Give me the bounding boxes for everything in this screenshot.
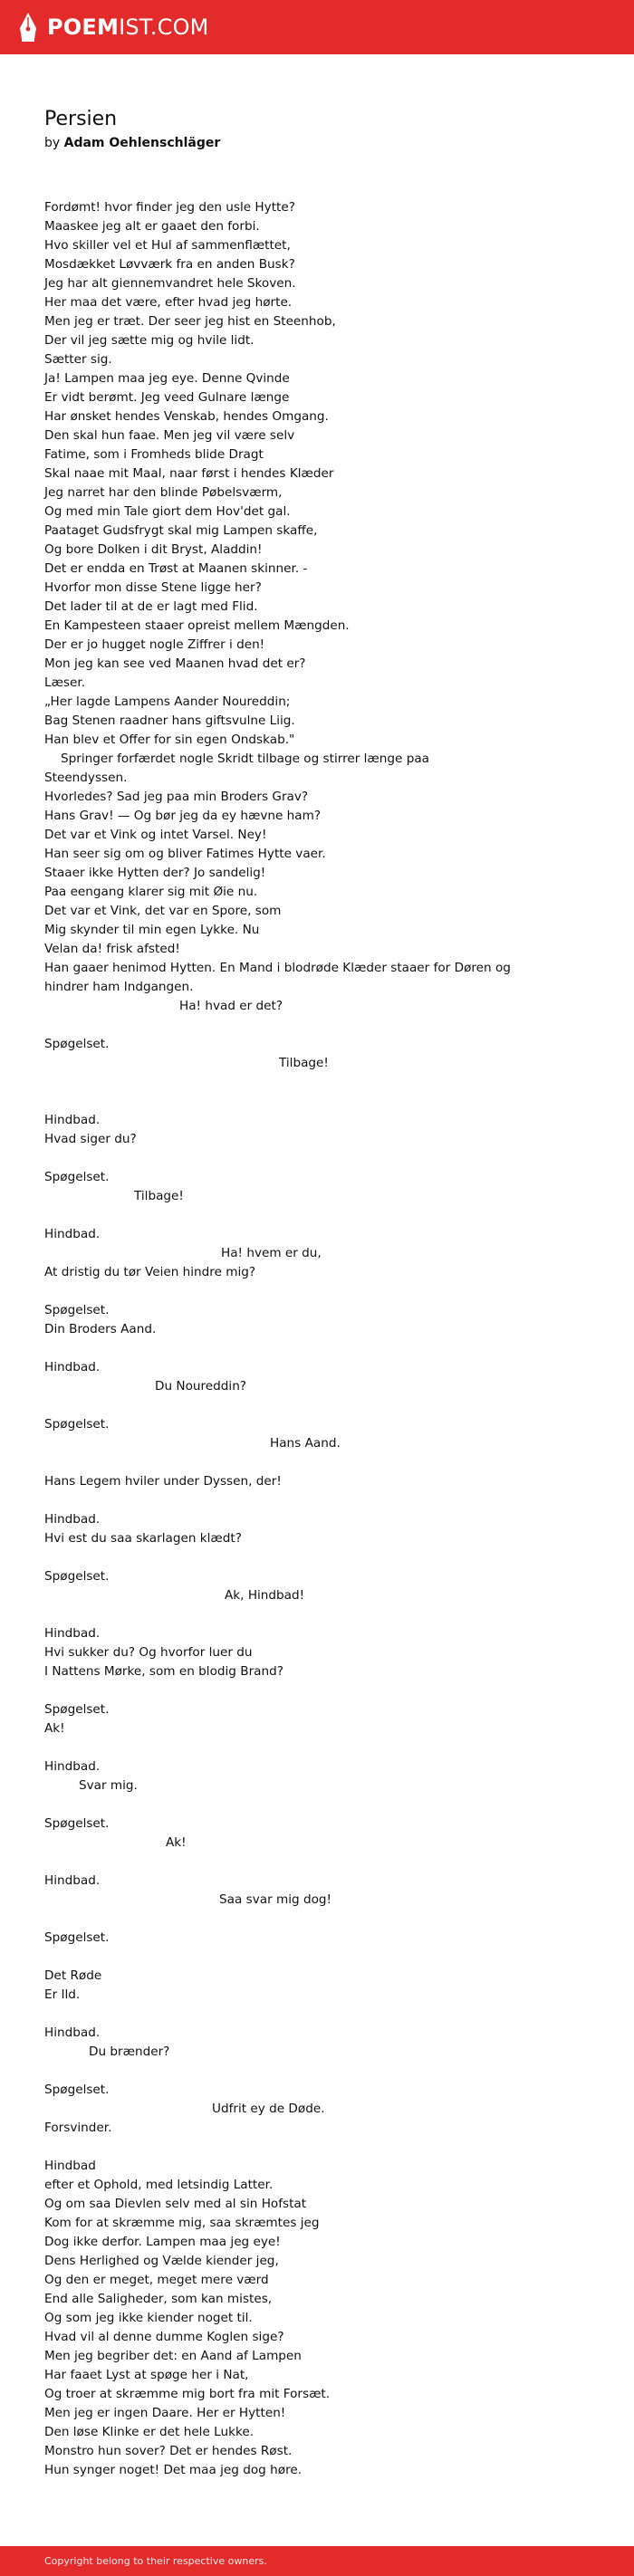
poem-line: Hindbad. [44, 2025, 101, 2040]
poem-line: Og troer at skræmme mig bort fra mit Forsæt. [44, 2387, 331, 2401]
poem-body [44, 198, 606, 2480]
stanza-gap [44, 1681, 606, 1700]
stanza-gap [44, 1073, 606, 1092]
poem-line: Hans Aand. [270, 1436, 341, 1451]
poem-line: Hvorfor mon disse Stene ligge her? [44, 580, 262, 595]
stanza-gap [44, 1796, 606, 1815]
site-header [0, 0, 634, 54]
poem-title: Persien [44, 108, 118, 130]
poem-line: Den skal hun faae. Men jeg vil være selv [44, 428, 295, 443]
poem-line: Hvad vil al denne dumme Koglen sige? [44, 2330, 284, 2344]
poem-line: Din Broders Aand. [44, 1322, 157, 1336]
poem-line: Fatime, som i Fromheds blide Dragt [44, 447, 264, 462]
poem-line: Du brænder? [89, 2045, 170, 2059]
poem-line: Ak! [166, 1835, 187, 1850]
stanza-gap [44, 1396, 606, 1415]
stanza-gap [44, 1853, 606, 1872]
poem-line: Det var et Vink og intet Varsel. Ney! [44, 828, 267, 842]
poem-line: hindrer ham Indgangen. [44, 980, 194, 994]
poem-line: Jeg har alt giennemvandret hele Skoven. [44, 276, 296, 291]
poem-line: Men jeg er ingen Daare. Her er Hytten! [44, 2406, 286, 2420]
logo-light-text: IST.COM [119, 14, 209, 40]
poem-line: Ha! hvem er du, [221, 1246, 322, 1260]
byline [44, 134, 220, 152]
poem-line: Læser. [44, 675, 86, 690]
poem-line: Kom for at skræmme mig, saa skræmtes jeg [44, 2216, 320, 2230]
poem-line: Dens Herlighed og Vælde kiender jeg, [44, 2254, 279, 2268]
poem-line: Har faaet Lyst at spøge her i Nat, [44, 2368, 249, 2382]
stanza-gap [44, 1491, 606, 1510]
poem-line: Spøgelset. [44, 1417, 110, 1432]
stanza-gap [44, 1206, 606, 1225]
poem-line: Hindbad. [44, 1360, 101, 1374]
site-logo[interactable] [47, 14, 209, 41]
poem-line: Du Noureddin? [155, 1379, 247, 1393]
poem-line: Steendyssen. [44, 771, 128, 785]
poem-line: Hvad siger du? [44, 1132, 137, 1146]
poem-line: Der er jo hugget nogle Ziffrer i den! [44, 637, 265, 652]
stanza-gap [44, 1339, 606, 1358]
poem-line: Monstro hun sover? Det er hendes Røst. [44, 2444, 293, 2458]
poem-line: Mosdækket Løvværk fra en anden Busk? [44, 257, 295, 272]
stanza-gap [44, 1738, 606, 1757]
poem-line: Og den er meget, meget mere værd [44, 2273, 269, 2287]
poem-line: Maaskee jeg alt er gaaet den forbi. [44, 219, 260, 234]
byline-prefix: by [44, 136, 61, 150]
poem-line: Mon jeg kan see ved Maanen hvad det er? [44, 656, 306, 671]
poem-line: Ja! Lampen maa jeg eye. Denne Qvinde [44, 371, 290, 386]
poem-line: Staaer ikke Hytten der? Jo sandelig! [44, 866, 266, 880]
stanza-gap [44, 1605, 606, 1624]
poem-line: Det var et Vink, det var en Spore, som [44, 904, 282, 918]
poem-line: Spøgelset. [44, 1702, 110, 1717]
poem-line: Den løse Klinke er det hele Lukke. [44, 2425, 255, 2439]
stanza-gap [44, 1149, 606, 1168]
poem-line: Hindbad. [44, 1873, 101, 1888]
poem-line: Udfrit ey de Døde. [212, 2102, 325, 2116]
poem-line: Har ønsket hendes Venskab, hendes Omgang. [44, 409, 329, 424]
poem-line: Men jeg er træt. Der seer jeg hist en Steenhob, [44, 314, 336, 329]
poem-line: Hindbad. [44, 1227, 101, 1241]
pen-nib-icon[interactable] [18, 12, 38, 43]
site-footer [0, 2546, 634, 2576]
poem-line: Han blev et Offer for sin egen Ondskab." [44, 733, 295, 747]
stanza-gap [44, 1910, 606, 1929]
poem-line: Det Røde [44, 1968, 102, 1983]
poem-line: Og med min Tale giort dem Hov'det gal. [44, 504, 291, 519]
stanza-gap [44, 1548, 606, 1567]
stanza-gap [44, 2062, 606, 2081]
poem-line: Tilbage! [279, 1056, 329, 1070]
poem-line: Bag Stenen raadner hans giftsvulne Liig. [44, 713, 295, 728]
poem-line: Der vil jeg sætte mig og hvile lidt. [44, 333, 255, 348]
poem-line: Spøgelset. [44, 1303, 110, 1317]
poem-line: Han gaaer henimod Hytten. En Mand i blodrøde Klæder staaer for Døren og [44, 961, 511, 975]
stanza-gap [44, 1948, 606, 1967]
poem-line: Og om saa Dievlen selv med al sin Hofstat [44, 2197, 307, 2211]
poem-line: Spøgelset. [44, 1930, 110, 1945]
poem-line: Hindbad. [44, 1512, 101, 1527]
poem-line: Hindbad. [44, 1113, 101, 1127]
poem-line: Saa svar mig dog! [219, 1892, 331, 1907]
poem-line: Hvi est du saa skarlagen klædt? [44, 1531, 242, 1546]
stanza-gap [44, 1453, 606, 1472]
poem-line: Spøgelset. [44, 2083, 110, 2097]
poem-line: Hvorledes? Sad jeg paa min Broders Grav? [44, 790, 309, 804]
poem-line: Det lader til at de er lagt med Flid. [44, 599, 258, 614]
poem-line: Dog ikke derfor. Lampen maa jeg eye! [44, 2235, 281, 2249]
poem-line: Sætter sig. [44, 352, 112, 367]
poem-line: Spøgelset. [44, 1037, 110, 1051]
poem-line: Og som jeg ikke kiender noget til. [44, 2311, 253, 2325]
stanza-gap [44, 2138, 606, 2157]
poem-line: En Kampesteen staaer opreist mellem Mængden. [44, 618, 350, 633]
poem-line: Svar mig. [79, 1778, 138, 1793]
stanza-gap [44, 1016, 606, 1035]
poem-line: Paa eengang klarer sig mit Øie nu. [44, 885, 258, 899]
poem-line: At dristig du tør Veien hindre mig? [44, 1265, 256, 1279]
poem-line: Forsvinder. [44, 2121, 112, 2135]
poem-line: efter et Ophold, med letsindig Latter. [44, 2178, 274, 2192]
stanza-gap [44, 1092, 606, 1111]
poem-line: Paataget Gudsfrygt skal mig Lampen skaffe, [44, 523, 318, 538]
poem-line: Hun synger noget! Det maa jeg dog høre. [44, 2463, 303, 2477]
poem-line: Hvo skiller vel et Hul af sammenflættet, [44, 238, 291, 253]
poem-line: Hans Grav! — Og bør jeg da ey hævne ham? [44, 809, 322, 823]
poem-line: Og bore Dolken i dit Bryst, Aladdin! [44, 542, 263, 557]
poem-line: Tilbage! [134, 1189, 184, 1203]
poem-line: Ak, Hindbad! [225, 1588, 305, 1603]
stanza-gap [44, 1282, 606, 1301]
poem-line: Fordømt! hvor finder jeg den usle Hytte? [44, 200, 295, 215]
logo-bold-text: POEM [47, 14, 120, 40]
poem-line: Han seer sig om og bliver Fatimes Hytte vaer. [44, 847, 326, 861]
poem-line: Er Ild. [44, 1987, 81, 2002]
poem-line: I Nattens Mørke, som en blodig Brand? [44, 1664, 283, 1679]
poem-line: Hindbad [44, 2159, 96, 2173]
poem-line: End alle Saligheder, som kan mistes, [44, 2292, 273, 2306]
poem-line: Hindbad. [44, 1759, 101, 1774]
poem-line: Spøgelset. [44, 1569, 110, 1584]
poem-line: Velan da! frisk afsted! [44, 942, 180, 956]
poem-line: Men jeg begriber det: en Aand af Lampen [44, 2349, 302, 2363]
poem-line: Er vidt berømt. Jeg veed Gulnare længe [44, 390, 290, 405]
poem-line: Mig skynder til min egen Lykke. Nu [44, 923, 260, 937]
poem-line: Jeg narret har den blinde Pøbelsværm, [44, 485, 283, 500]
poem-line: Hvi sukker du? Og hvorfor luer du [44, 1645, 253, 1660]
poem-line: Springer forfærdet nogle Skridt tilbage og stirrer længe paa [61, 752, 429, 766]
poem-line: Spøgelset. [44, 1816, 110, 1831]
author-link[interactable]: Adam Oehlenschläger [63, 136, 221, 150]
poem-line: Her maa det være, efter hvad jeg hørte. [44, 295, 293, 310]
poem-line: Skal naae mit Maal, naar først i hendes Klæder [44, 466, 334, 481]
poem-line: Det er endda en Trøst at Maanen skinner. - [44, 561, 308, 576]
poem-line: Hans Legem hviler under Dyssen, der! [44, 1474, 282, 1489]
poem-line: Spøgelset. [44, 1170, 110, 1184]
poem-line: Ha! hvad er det? [179, 999, 283, 1013]
poem-line: „Her lagde Lampens Aander Noureddin; [44, 694, 291, 709]
copyright-text: Copyright belong to their respective owners. [44, 2555, 267, 2567]
stanza-gap [44, 2005, 606, 2024]
poem-line: Ak! [44, 1721, 65, 1736]
poem-line: Hindbad. [44, 1626, 101, 1641]
